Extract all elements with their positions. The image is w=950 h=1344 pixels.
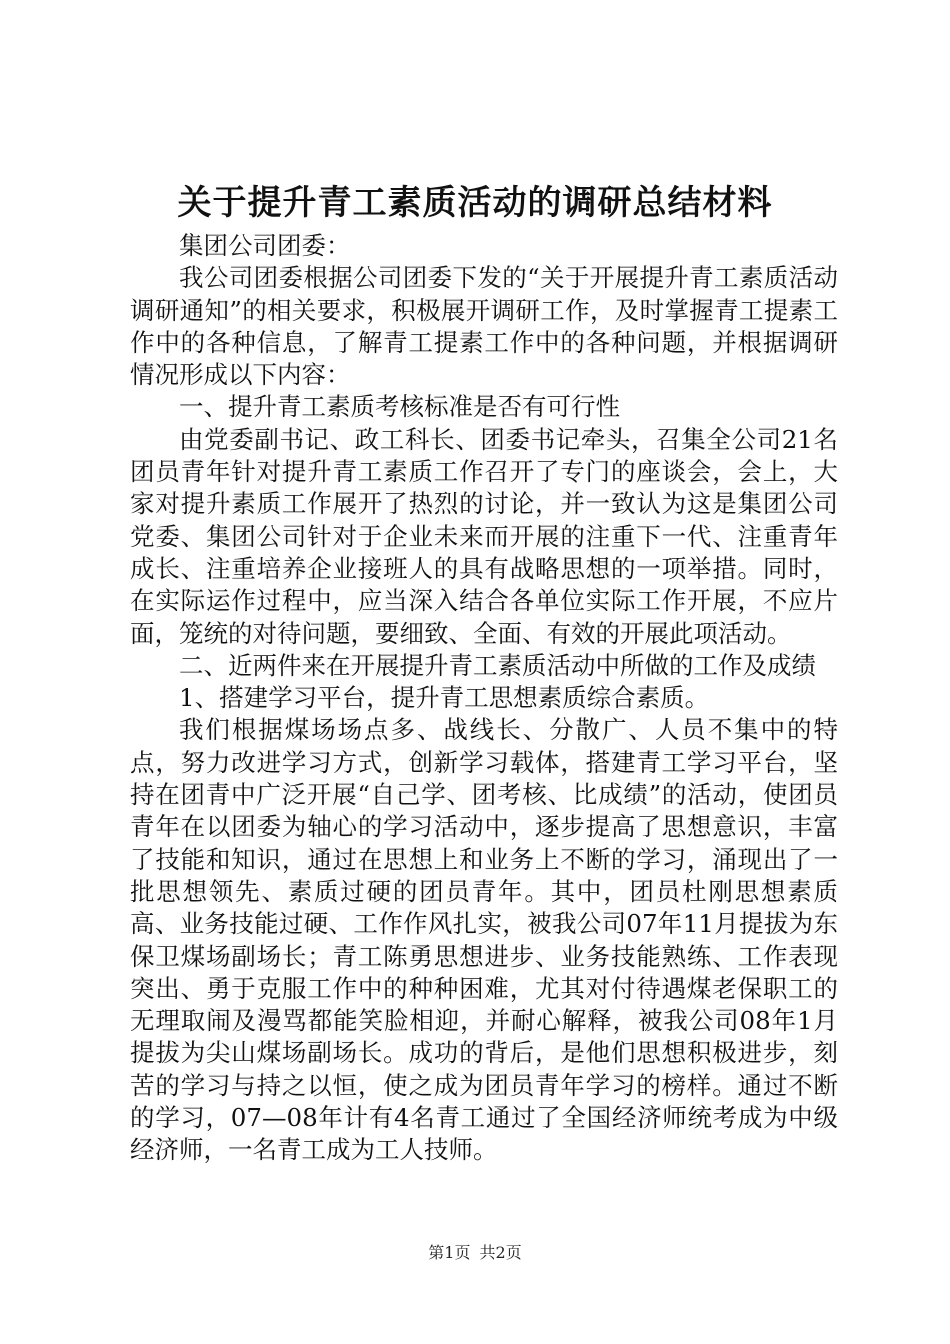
salutation-paragraph: 集团公司团委： (179, 231, 351, 260)
section-1-paragraph: 由党委副书记、政工科长、团委书记牵头，召集全公司21名团员青年针对提升青工素质工作召开了专门的座谈会，会上，大家对提升素质工作展开了热烈的讨论，并一致认为这是集团公司党委、集团公司针对于企业未来而开展的注重下一代、注重青年成长、注重培养企业接班人的具有战略思想的一项举措。同时，在实际运作过程中，应当深入结合各单位实际工作开展，不应片面，笼统的对待问题，要细致、全面、有效的开展此项活动。 (130, 424, 838, 648)
subsection-heading-1: 1、搭建学习平台，提升青工思想素质综合素质。 (179, 683, 710, 713)
document-body (130, 230, 838, 1167)
page-footer (0, 1243, 950, 1263)
page-total: 共2页 (479, 1243, 522, 1262)
document-title: 关于提升青工素质活动的调研总结材料 (177, 183, 773, 223)
section-heading-2: 二、近两件来在开展提升青工素质活动中所做的工作及成绩 (179, 650, 816, 680)
intro-paragraph: 我公司团委根据公司团委下发的“关于开展提升青工素质活动调研通知”的相关要求，积极展开调研工作，及时掌握青工提素工作中的各种信息，了解青工提素工作中的各种问题，并根据调研情况形成以下内容： (130, 263, 838, 390)
page-number: 第1页 (428, 1243, 471, 1262)
subsection-1-paragraph: 我们根据煤场场点多、战线长、分散广、人员不集中的特点，努力改进学习方式，创新学习载体，搭建青工学习平台，坚持在团青中广泛开展“自己学、团考核、比成绩”的活动，使团员青年在以团委为轴心的学习活动中，逐步提高了思想意识，丰富了技能和知识，通过在思想上和业务上不断的学习，涌现出了一批思想领先、素质过硬的团员青年。其中，团员杜刚思想素质高、业务技能过硬、工作作风扎实，被我公司07年11月提拔为东保卫煤场副场长；青工陈勇思想进步、业务技能熟练、工作表现突出、勇于克服工作中的种种困难，尤其对付待遇煤老保职工的无理取闹及漫骂都能笑脸相迎，并耐心解释，被我公司08年1月提拔为尖山煤场副场长。成功的背后，是他们思想积极进步，刻苦的学习与持之以恒，使之成为团员青年学习的榜样。通过不断的学习，07—08年计有4名青工通过了全国经济师统考成为中级经济师，一名青工成为工人技师。 (130, 715, 838, 1165)
section-heading-1: 一、提升青工素质考核标准是否有可行性 (179, 392, 620, 422)
